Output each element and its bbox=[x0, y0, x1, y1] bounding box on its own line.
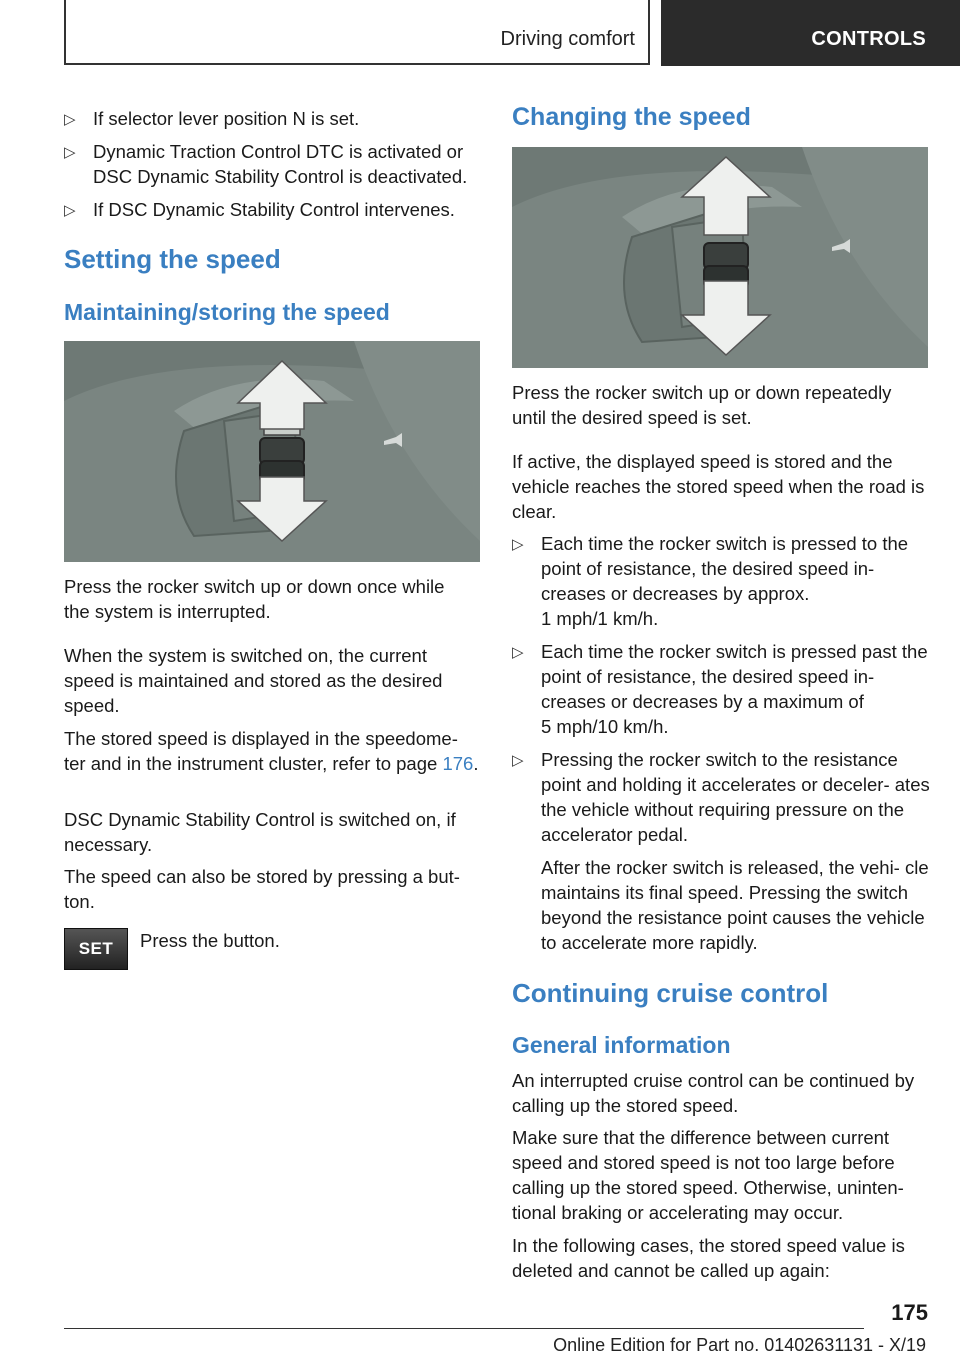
paragraph-press-once: Press the rocker switch up or down once while the system is interrupted. bbox=[64, 576, 445, 622]
heading-continuing-cruise: Continuing cruise control bbox=[512, 978, 829, 1008]
speed-step-value: 1 mph/1 km/h. bbox=[541, 608, 659, 629]
header-rule-bottom bbox=[64, 63, 650, 65]
list-item: ▷ Each time the rocker switch is pressed to the point of resistance, the desired speed in‐ creases or decreases by approx. 1 mph/1 km/h. bbox=[512, 533, 909, 629]
list-item: ▷ If DSC Dynamic Stability Control intervenes. bbox=[64, 197, 482, 222]
triangle-bullet-icon: ▷ bbox=[64, 202, 76, 219]
header-chapter-tab bbox=[661, 0, 960, 66]
heading-setting-speed: Setting the speed bbox=[64, 244, 281, 274]
subheading-maintaining-speed: Maintaining/storing the speed bbox=[64, 299, 390, 325]
footer-rule bbox=[64, 1328, 864, 1329]
speed-change-list bbox=[512, 531, 930, 963]
header-rule-left bbox=[64, 0, 66, 64]
paragraph-system-on: When the system is switched on, the current speed is maintained and stored as the desired speed. bbox=[64, 645, 443, 716]
set-button-icon: SET bbox=[64, 928, 128, 970]
paragraph-interrupted: An interrupted cruise control can be continued by calling up the stored speed. bbox=[512, 1070, 915, 1116]
triangle-bullet-icon: ▷ bbox=[512, 752, 524, 769]
list-item-continuation: After the rocker switch is released, the vehi‐ cle maintains its final speed. Pressing the switch beyond the resistance point causes the vehicle to accelerate more rapidly. bbox=[541, 857, 929, 953]
triangle-bullet-icon: ▷ bbox=[64, 144, 76, 161]
list-item: ▷ If selector lever position N is set. bbox=[64, 106, 482, 131]
speed-step-value: 5 mph/10 km/h. bbox=[541, 716, 669, 737]
footer-edition: Online Edition for Part no. 01402631131 - X/19 bbox=[553, 1335, 926, 1355]
condition-list bbox=[64, 106, 482, 230]
paragraph-dsc: DSC Dynamic Stability Control is switched on, if necessary. bbox=[64, 809, 456, 855]
header-rule-divider bbox=[648, 0, 650, 64]
list-item: ▷ Dynamic Traction Control DTC is activated or DSC Dynamic Stability Control is deactivated. bbox=[64, 141, 468, 187]
rocker-switch-illustration bbox=[64, 341, 480, 562]
paragraph-deleted-cases: In the following cases, the stored speed value is deleted and cannot be called up again: bbox=[512, 1235, 905, 1281]
header-chapter-label: CONTROLS bbox=[811, 28, 926, 50]
steering-wheel-rocker-figure bbox=[64, 341, 480, 562]
paragraph-press-repeatedly: Press the rocker switch up or down repeatedly until the desired speed is set. bbox=[512, 382, 892, 428]
paragraph-press-button: Press the button. bbox=[140, 930, 280, 951]
paragraph-difference: Make sure that the difference between current speed and stored speed is not too large before calling up the stored speed. Otherwise, uninten‐ tional braking or accelerating may occur. bbox=[512, 1127, 904, 1223]
rocker-switch-illustration-2 bbox=[512, 147, 928, 368]
triangle-bullet-icon: ▷ bbox=[64, 111, 76, 128]
triangle-bullet-icon: ▷ bbox=[512, 644, 524, 661]
list-item: ▷ Pressing the rocker switch to the resistance point and holding it accelerates or deceler‐ ates the vehicle without requiring pressure on the accelerator pedal. After the rocker switch is released, the vehi‐ cle maintains its final speed. Pressing the switch beyond the resistance point causes the vehicle to accelerate more rapidly. bbox=[512, 749, 930, 953]
steering-wheel-rocker-figure-2 bbox=[512, 147, 928, 368]
paragraph-store-button: The speed can also be stored by pressing a but‐ ton. bbox=[64, 866, 460, 912]
heading-changing-speed: Changing the speed bbox=[512, 103, 751, 131]
header-section-title: Driving comfort bbox=[500, 28, 635, 50]
triangle-bullet-icon: ▷ bbox=[512, 536, 524, 553]
subheading-general-info: General information bbox=[512, 1032, 731, 1058]
paragraph-displayed-speed: If active, the displayed speed is stored and the vehicle reaches the stored speed when the road is clear. bbox=[512, 451, 925, 522]
paragraph-stored-speed: The stored speed is displayed in the speedome‐ ter and in the instrument cluster, refer to page 176. bbox=[64, 728, 479, 774]
page-number: 175 bbox=[891, 1300, 928, 1325]
page-link[interactable]: 176 bbox=[442, 753, 474, 774]
list-item: ▷ Each time the rocker switch is pressed past the point of resistance, the desired speed in‐ creases or decreases by a maximum of 5 mph/10 km/h. bbox=[512, 641, 928, 737]
